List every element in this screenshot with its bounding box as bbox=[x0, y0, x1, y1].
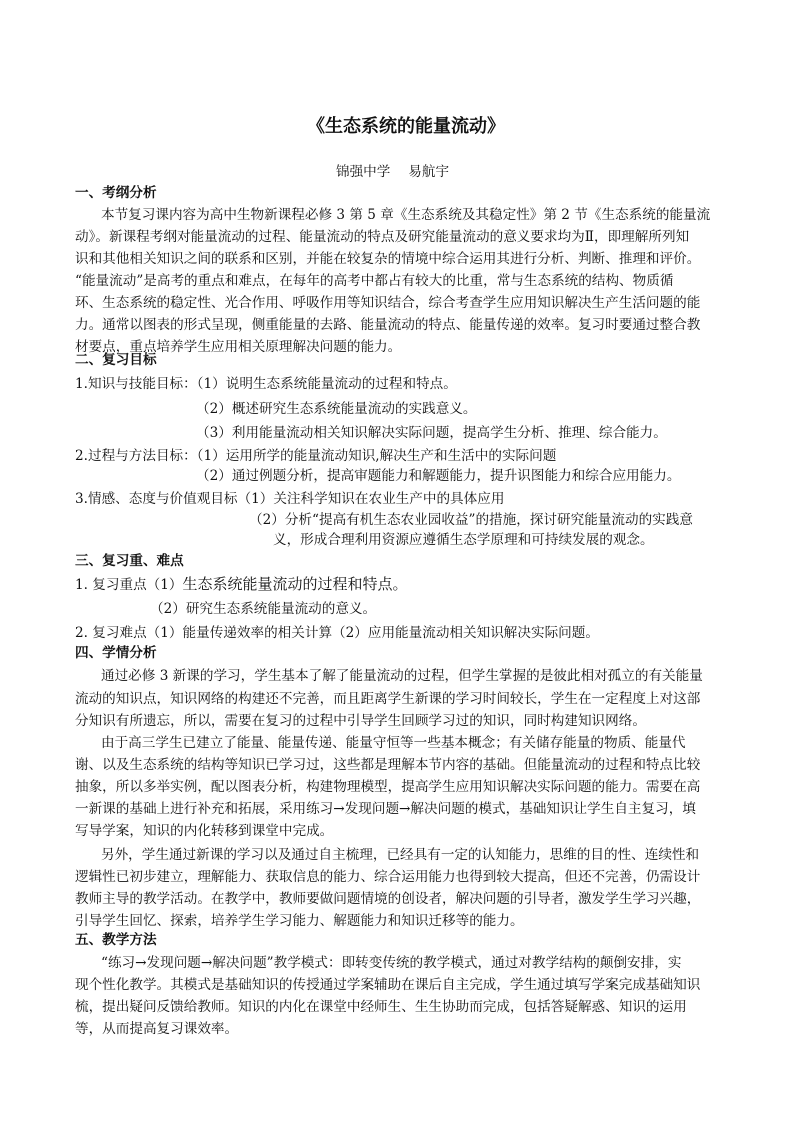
paragraph-line: 识和其他相关知识之间的联系和区别，并能在较复杂的情境中综合运用其进行分析、判断、推理和评价。 bbox=[75, 251, 701, 267]
section-heading-3: 三、复习重、难点 bbox=[75, 553, 184, 569]
paragraph-line: 一新课的基础上进行补充和拓展，采用练习→发现问题→解决问题的模式，基础知识让学生自主复习，填 bbox=[75, 801, 696, 817]
objective-line: （2）通过例题分析，提高审题能力和解题能力，提升识图能力和综合应用能力。 bbox=[196, 468, 681, 484]
paragraph-line: 本节复习课内容为高中生物新课程必修 3 第 5 章《生态系统及其稳定性》第 2 节《生态系统的能量流 bbox=[101, 207, 711, 223]
paragraph-line: 等，从而提高复习课效率。 bbox=[75, 1021, 239, 1037]
key-point-line bbox=[75, 574, 408, 595]
paragraph-line: 环、生态系统的稳定性、光合作用、呼吸作用等知识结合，综合考查学生应用知识解决生产生活问题的能 bbox=[75, 295, 701, 311]
paragraph-line: 谢、以及生态系统的结构等知识已学习过，这些都是理解本节内容的基础。但能量流动的过程和特点比较 bbox=[75, 757, 701, 773]
paragraph-line: 梳，提出疑问反馈给教师。知识的内化在课堂中经师生、生生协助而完成，包括答疑解惑、知识的运用 bbox=[75, 999, 687, 1015]
objective-line: 1.知识与技能目标：（1）说明生态系统能量流动的过程和特点。 bbox=[75, 376, 457, 392]
paragraph-line: 材要点，重点培养学生应用相关原理解决问题的能力。 bbox=[75, 339, 402, 355]
paragraph-line: “能量流动”是高考的重点和难点，在每年的高考中都占有较大的比重，常与生态系统的结构、物质循 bbox=[75, 273, 674, 289]
paragraph-line: 流动的知识点，知识网络的构建还不完善，而且距离学生新课的学习时间较长，学生在一定程度上对这部 bbox=[75, 691, 701, 707]
document-title: 《生态系统的能量流动》 bbox=[307, 116, 505, 137]
objective-line: 3.情感、态度与价值观目标（1）关注科学知识在农业生产中的具体应用 bbox=[75, 491, 505, 507]
paragraph-line: 现个性化教学。其模式是基础知识的传授通过学案辅助在课后自主完成，学生通过填写学案完成基础知识 bbox=[75, 977, 701, 993]
paragraph-line: 写导学案，知识的内化转移到课堂中完成。 bbox=[75, 823, 334, 839]
objective-line: 2.过程与方法目标：（1）运用所学的能量流动知识,解决生产和生活中的实际问题 bbox=[75, 448, 557, 464]
objective-line: （3）利用能量流动相关知识解决实际问题，提高学生分析、推理、综合能力。 bbox=[196, 425, 667, 441]
paragraph-line: “练习→发现问题→解决问题”教学模式：即转变传统的教学模式，通过对教学结构的颠倒安排，实 bbox=[101, 955, 682, 971]
objective-line: （2）概述研究生态系统能量流动的实践意义。 bbox=[196, 401, 477, 417]
paragraph-line: 逻辑性已初步建立，理解能力、获取信息的能力、综合运用能力也得到较大提高，但还不完善，仍需设计 bbox=[75, 869, 701, 885]
objective-line: 义，形成合理利用资源应遵循生态学原理和可持续发展的观念。 bbox=[273, 532, 654, 548]
key-point-text: 生态系统能量流动的过程和特点。 bbox=[182, 575, 408, 593]
paragraph-line: 另外，学生通过新课的学习以及通过自主梳理，已经具有一定的认知能力，思维的目的性、连续性和 bbox=[101, 847, 700, 863]
section-heading-4: 四、学情分析 bbox=[75, 645, 157, 661]
section-heading-2: 二、复习目标 bbox=[75, 352, 157, 368]
difficulty-line: 2. 复习难点（1）能量传递效率的相关计算（2）应用能量流动相关知识解决实际问题。 bbox=[75, 625, 599, 641]
section-heading-5: 五、教学方法 bbox=[75, 932, 157, 948]
paragraph-line: 抽象，所以多举实例，配以图表分析，构建物理模型，提高学生应用知识解决实际问题的能力。需要在高 bbox=[75, 779, 701, 795]
paragraph-line: 教师主导的教学活动。在教学中，教师要做问题情境的创设者，解决问题的引导者，激发学生学习兴趣， bbox=[75, 891, 701, 907]
section-heading-1: 一、考纲分析 bbox=[75, 185, 157, 201]
paragraph-line: 力。通常以图表的形式呈现，侧重能量的去路、能量流动的特点、能量传递的效率。复习时要通过整合教 bbox=[75, 317, 701, 333]
paragraph-line: 由于高三学生已建立了能量、能量传递、能量守恒等一些基本概念；有关储存能量的物质、能量代 bbox=[101, 735, 686, 751]
paragraph-line: 动》。新课程考纲对能量流动的过程、能量流动的特点及研究能量流动的意义要求均为Ⅱ，即理解所列知 bbox=[75, 229, 690, 245]
key-point-line: （2）研究生态系统能量流动的意义。 bbox=[150, 601, 377, 617]
paragraph-line: 分知识有所遗忘，所以，需要在复习的过程中引导学生回顾学习过的知识，同时构建知识网络。 bbox=[75, 713, 646, 729]
paragraph-line: 引导学生回忆、探索，培养学生学习能力、解题能力和知识迁移等的能力。 bbox=[75, 913, 524, 929]
paragraph-line: 通过必修 3 新课的学习，学生基本了解了能量流动的过程，但学生掌握的是彼此相对孤立的有关能量 bbox=[101, 668, 703, 684]
objective-line: （2）分析“提高有机生态农业园收益”的措施，探讨研究能量流动的实践意 bbox=[249, 512, 693, 528]
key-point-prefix: 1. 复习重点（1） bbox=[75, 577, 183, 593]
author-line: 锦强中学 易航宇 bbox=[336, 164, 450, 180]
